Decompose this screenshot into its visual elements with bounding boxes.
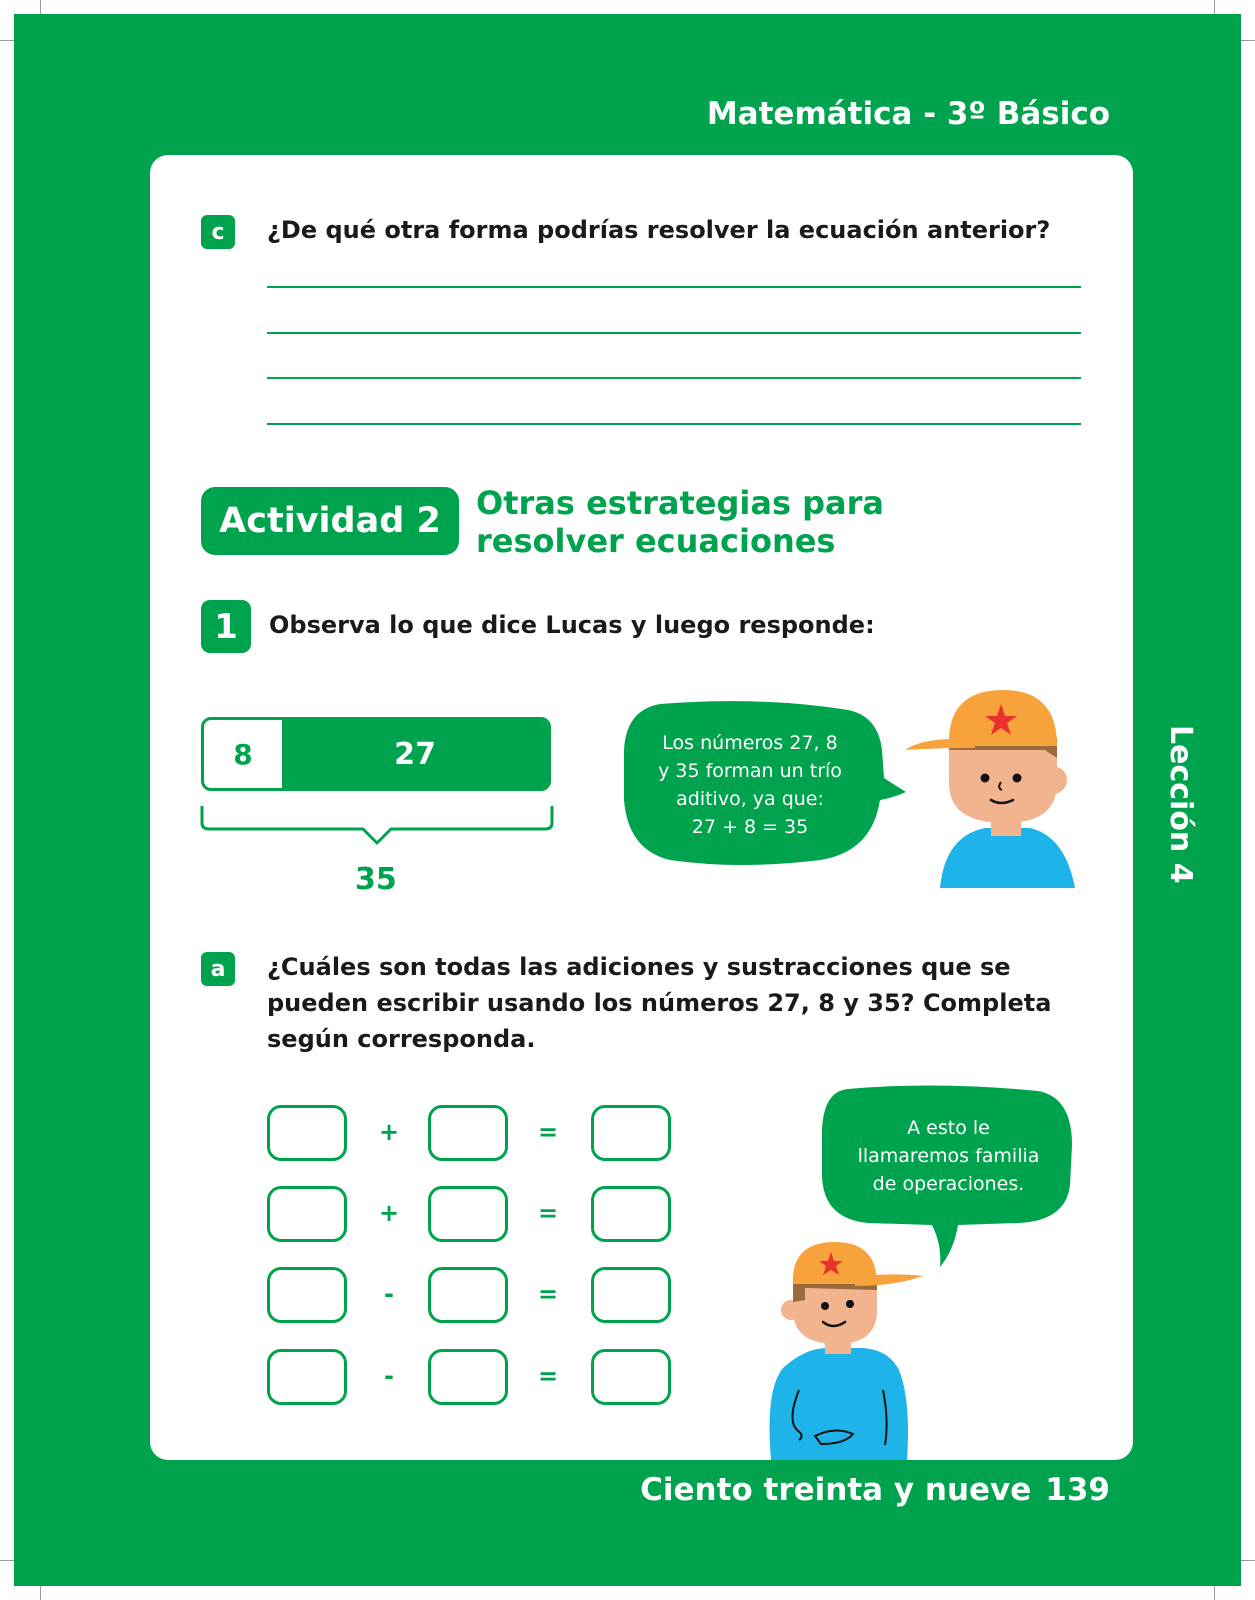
answer-box[interactable] <box>591 1186 671 1242</box>
minus-sign: - <box>384 1280 394 1308</box>
plus-sign: + <box>378 1199 400 1227</box>
bubble-line: Los números 27, 8 <box>662 732 838 754</box>
question-a-line: según corresponda. <box>267 1025 536 1053</box>
question-c-badge: c <box>201 215 235 249</box>
item-number-badge: 1 <box>201 600 251 653</box>
answer-box[interactable] <box>267 1186 347 1242</box>
item-1-text: Observa lo que dice Lucas y luego responde: <box>269 611 875 639</box>
answer-box[interactable] <box>591 1105 671 1161</box>
question-c-text: ¿De qué otra forma podrías resolver la ecuación anterior? <box>267 216 1051 244</box>
activity-badge: Actividad 2 <box>201 487 459 555</box>
equals-sign: = <box>537 1199 559 1227</box>
bar-part-large: 27 <box>282 720 548 788</box>
bubble-line: 27 + 8 = 35 <box>691 816 809 838</box>
answer-box[interactable] <box>428 1267 508 1323</box>
bubble-line: A esto le <box>907 1117 990 1139</box>
bubble-line: y 35 forman un trío <box>658 760 842 782</box>
page-footer <box>640 1472 1110 1508</box>
activity-title <box>476 484 884 560</box>
lucas-illustration <box>905 688 1090 888</box>
activity-title-line: Otras estrategias para <box>476 484 885 522</box>
answer-box[interactable] <box>428 1105 508 1161</box>
equals-sign: = <box>537 1362 559 1390</box>
answer-box[interactable] <box>267 1349 347 1405</box>
answer-line[interactable] <box>267 377 1081 379</box>
answer-line[interactable] <box>267 332 1081 334</box>
plus-sign: + <box>378 1118 400 1146</box>
bubble-line: llamaremos familia <box>857 1145 1040 1167</box>
page-number-words: Ciento treinta y nueve <box>640 1472 1032 1508</box>
answer-box[interactable] <box>267 1105 347 1161</box>
bar-model <box>201 717 551 791</box>
brace-icon <box>199 803 555 849</box>
page-header-title: Matemática - 3º Básico <box>706 96 1110 132</box>
answer-box[interactable] <box>591 1349 671 1405</box>
lesson-tab: Lección 4 <box>1163 725 1198 884</box>
question-a-text <box>267 949 1051 1057</box>
bar-total: 35 <box>355 862 397 897</box>
question-a-line: ¿Cuáles son todas las adiciones y sustracciones que se <box>267 953 1011 981</box>
bubble-line: aditivo, ya que: <box>676 788 824 810</box>
answer-box[interactable] <box>591 1267 671 1323</box>
speech-bubble-text <box>836 1114 1061 1198</box>
page-number: 139 <box>1045 1472 1110 1508</box>
speech-bubble-text <box>640 729 860 841</box>
equals-sign: = <box>537 1118 559 1146</box>
question-a-badge: a <box>201 952 235 986</box>
answer-line[interactable] <box>267 423 1081 425</box>
answer-box[interactable] <box>267 1267 347 1323</box>
minus-sign: - <box>384 1362 394 1390</box>
answer-line[interactable] <box>267 286 1081 288</box>
lucas-illustration <box>765 1240 925 1460</box>
answer-box[interactable] <box>428 1349 508 1405</box>
bubble-line: de operaciones. <box>872 1173 1025 1195</box>
question-a-line: pueden escribir usando los números 27, 8 y 35? Completa <box>267 989 1052 1017</box>
bar-part-small: 8 <box>233 737 253 771</box>
activity-title-line: resolver ecuaciones <box>476 522 836 560</box>
equals-sign: = <box>537 1280 559 1308</box>
answer-box[interactable] <box>428 1186 508 1242</box>
